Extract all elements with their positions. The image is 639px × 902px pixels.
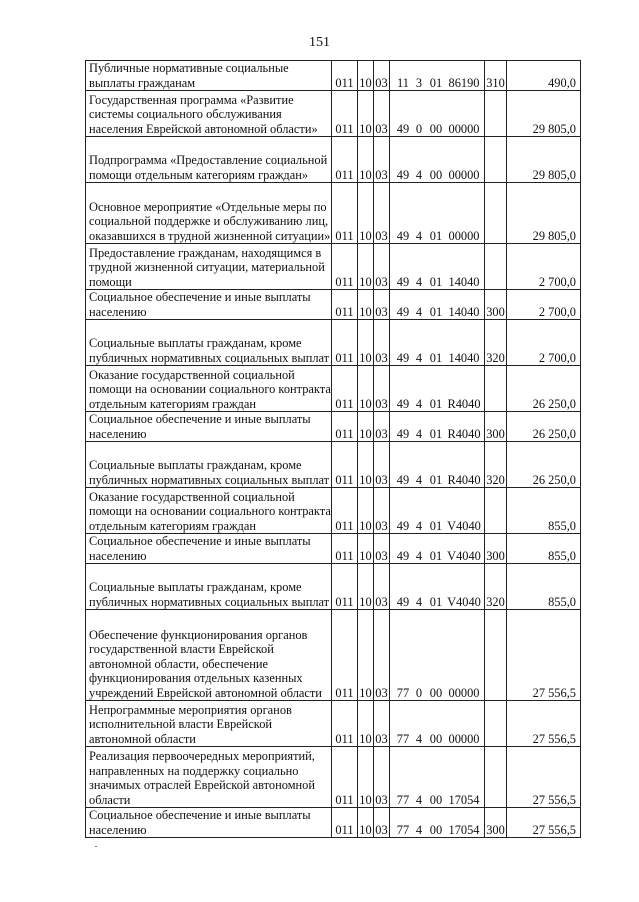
section-code: 10 [358,91,374,137]
amount: 855,0 [507,564,581,610]
subprogram-code: 4 [415,274,423,289]
subsection-code: 03 [374,91,390,137]
activity-code: 01 [429,304,443,319]
program-code: 49 [396,228,410,243]
subsection-code: 03 [374,701,390,747]
table-row [86,91,581,137]
direction-code: 86190 [448,75,480,90]
ministry-code: 011 [332,183,358,244]
subprogram-code: 4 [415,472,423,487]
section-code: 10 [358,442,374,488]
section-code: 10 [358,137,374,183]
subprogram-code: 4 [415,228,423,243]
target-article-code [390,564,485,610]
amount: 26 250,0 [507,442,581,488]
subprogram-code: 4 [415,396,423,411]
row-description: Социальные выплаты гражданам, кроме публичных нормативных социальных выплат [86,320,332,366]
activity-code: 01 [429,75,443,90]
ministry-code: 011 [332,442,358,488]
amount: 26 250,0 [507,366,581,412]
row-description: Государственная программа «Развитие системы социального обслуживания населения Еврейской автономной области» [86,91,332,137]
section-code: 10 [358,534,374,564]
table-row [86,61,581,91]
activity-code: 00 [429,792,443,807]
expense-type-code: 300 [485,534,507,564]
section-code: 10 [358,366,374,412]
expense-type-code: 300 [485,412,507,442]
section-code: 10 [358,61,374,91]
amount: 27 556,5 [507,701,581,747]
expense-type-code [485,137,507,183]
direction-code: 14040 [448,274,480,289]
direction-code: 00000 [448,228,480,243]
row-description: Предоставление гражданам, находящимся в трудной жизненной ситуации, материальной помощи [86,244,332,290]
target-article-code [390,610,485,701]
section-code: 10 [358,701,374,747]
direction-code: V4040 [447,594,481,609]
program-code: 49 [396,548,410,563]
activity-code: 00 [429,822,443,837]
subsection-code: 03 [374,564,390,610]
amount: 855,0 [507,488,581,534]
target-article-code [390,747,485,808]
subprogram-code: 4 [415,594,423,609]
direction-code: 17054 [448,822,480,837]
budget-table [85,60,581,838]
amount: 27 556,5 [507,610,581,701]
activity-code: 01 [429,228,443,243]
section-code: 10 [358,290,374,320]
target-article-code [390,183,485,244]
section-code: 10 [358,488,374,534]
ministry-code: 011 [332,808,358,838]
row-description: Обеспечение функционирования органов государственной власти Еврейской автономной области, обеспечение функционирования отдельных казенных учреждений Еврейской автономной области [86,610,332,701]
table-row [86,488,581,534]
program-code: 49 [396,121,410,136]
table-row [86,320,581,366]
amount: 2 700,0 [507,244,581,290]
ministry-code: 011 [332,412,358,442]
program-code: 49 [396,472,410,487]
table-row [86,137,581,183]
target-article-code [390,808,485,838]
expense-type-code [485,183,507,244]
program-code: 49 [396,304,410,319]
subsection-code: 03 [374,412,390,442]
table-row [86,808,581,838]
program-code: 11 [397,75,409,90]
direction-code: V4040 [447,518,481,533]
section-code: 10 [358,320,374,366]
table-row [86,564,581,610]
subprogram-code: 4 [415,167,423,182]
target-article-code [390,488,485,534]
target-article-code [390,137,485,183]
table-row [86,183,581,244]
amount: 27 556,5 [507,808,581,838]
target-article-code [390,701,485,747]
program-code: 49 [396,594,410,609]
target-article-code [390,442,485,488]
subprogram-code: 4 [415,426,423,441]
program-code: 49 [396,518,410,533]
amount: 29 805,0 [507,91,581,137]
row-description: Социальное обеспечение и иные выплаты населению [86,534,332,564]
subprogram-code: 4 [415,792,423,807]
page-number: 151 [309,35,330,50]
table-row [86,701,581,747]
program-code: 49 [396,426,410,441]
direction-code: 00000 [448,685,480,700]
subsection-code: 03 [374,610,390,701]
section-code: 10 [358,244,374,290]
direction-code: 14040 [448,304,480,319]
target-article-code [390,412,485,442]
row-description: Оказание государственной социальной помощи на основании социального контракта отдельным категориям граждан [86,488,332,534]
expense-type-code: 320 [485,320,507,366]
expense-type-code [485,244,507,290]
ministry-code: 011 [332,61,358,91]
activity-code: 01 [429,518,443,533]
table-row [86,244,581,290]
amount: 26 250,0 [507,412,581,442]
scan-mark [95,846,97,847]
table-row [86,534,581,564]
program-code: 49 [396,274,410,289]
direction-code: 00000 [448,731,480,746]
row-description: Оказание государственной социальной помощи на основании социального контракта отдельным категориям граждан [86,366,332,412]
expense-type-code: 310 [485,61,507,91]
direction-code: R4040 [447,426,481,441]
section-code: 10 [358,564,374,610]
amount: 27 556,5 [507,747,581,808]
row-description: Социальные выплаты гражданам, кроме публичных нормативных социальных выплат [86,564,332,610]
ministry-code: 011 [332,366,358,412]
amount: 2 700,0 [507,290,581,320]
ministry-code: 011 [332,610,358,701]
target-article-code [390,61,485,91]
subsection-code: 03 [374,137,390,183]
subsection-code: 03 [374,183,390,244]
expense-type-code: 300 [485,290,507,320]
ministry-code: 011 [332,701,358,747]
subsection-code: 03 [374,290,390,320]
expense-type-code [485,610,507,701]
section-code: 10 [358,412,374,442]
table-row [86,366,581,412]
activity-code: 01 [429,396,443,411]
expense-type-code: 320 [485,564,507,610]
expense-type-code [485,747,507,808]
direction-code: 17054 [448,792,480,807]
ministry-code: 011 [332,564,358,610]
subprogram-code: 0 [415,121,423,136]
ministry-code: 011 [332,534,358,564]
activity-code: 01 [429,350,443,365]
program-code: 49 [396,396,410,411]
subsection-code: 03 [374,320,390,366]
table-row [86,747,581,808]
row-description: Непрограммные мероприятия органов исполнительной власти Еврейской автономной области [86,701,332,747]
amount: 2 700,0 [507,320,581,366]
subprogram-code: 4 [415,350,423,365]
amount: 29 805,0 [507,137,581,183]
activity-code: 00 [429,731,443,746]
expense-type-code: 300 [485,808,507,838]
ministry-code: 011 [332,244,358,290]
program-code: 77 [396,685,410,700]
ministry-code: 011 [332,488,358,534]
subsection-code: 03 [374,534,390,564]
target-article-code [390,290,485,320]
subprogram-code: 4 [415,548,423,563]
subsection-code: 03 [374,366,390,412]
target-article-code [390,244,485,290]
program-code: 77 [396,792,410,807]
subprogram-code: 4 [415,731,423,746]
expense-type-code [485,701,507,747]
row-description: Социальное обеспечение и иные выплаты населению [86,290,332,320]
expense-type-code [485,91,507,137]
subsection-code: 03 [374,244,390,290]
activity-code: 01 [429,426,443,441]
subsection-code: 03 [374,808,390,838]
ministry-code: 011 [332,747,358,808]
section-code: 10 [358,183,374,244]
program-code: 77 [396,822,410,837]
expense-type-code: 320 [485,442,507,488]
activity-code: 01 [429,472,443,487]
direction-code: 00000 [448,121,480,136]
row-description: Публичные нормативные социальные выплаты гражданам [86,61,332,91]
table-row [86,412,581,442]
subprogram-code: 4 [415,518,423,533]
row-description: Реализация первоочередных мероприятий, направленных на поддержку социально значимых отраслей Еврейской автономной области [86,747,332,808]
activity-code: 00 [429,167,443,182]
program-code: 77 [396,731,410,746]
subprogram-code: 3 [415,75,423,90]
activity-code: 01 [429,274,443,289]
expense-type-code [485,366,507,412]
activity-code: 01 [429,594,443,609]
subsection-code: 03 [374,442,390,488]
target-article-code [390,91,485,137]
direction-code: 00000 [448,167,480,182]
direction-code: R4040 [447,396,481,411]
target-article-code [390,320,485,366]
subsection-code: 03 [374,61,390,91]
expense-type-code [485,488,507,534]
row-description: Социальное обеспечение и иные выплаты населению [86,808,332,838]
subsection-code: 03 [374,747,390,808]
section-code: 10 [358,808,374,838]
subprogram-code: 0 [415,685,423,700]
table-row [86,610,581,701]
amount: 29 805,0 [507,183,581,244]
row-description: Основное мероприятие «Отдельные меры по социальной поддержке и обслуживанию лиц, оказавшихся в трудной жизненной ситуации» [86,183,332,244]
program-code: 49 [396,167,410,182]
subprogram-code: 4 [415,822,423,837]
ministry-code: 011 [332,320,358,366]
ministry-code: 011 [332,91,358,137]
ministry-code: 011 [332,290,358,320]
table-body [86,61,581,838]
direction-code: R4040 [447,472,481,487]
ministry-code: 011 [332,137,358,183]
amount: 855,0 [507,534,581,564]
row-description: Социальные выплаты гражданам, кроме публичных нормативных социальных выплат [86,442,332,488]
activity-code: 00 [429,121,443,136]
section-code: 10 [358,747,374,808]
subprogram-code: 4 [415,304,423,319]
target-article-code [390,534,485,564]
section-code: 10 [358,610,374,701]
direction-code: 14040 [448,350,480,365]
row-description: Социальное обеспечение и иные выплаты населению [86,412,332,442]
table-row [86,442,581,488]
table-row [86,290,581,320]
program-code: 49 [396,350,410,365]
target-article-code [390,366,485,412]
activity-code: 01 [429,548,443,563]
direction-code: V4040 [447,548,481,563]
subsection-code: 03 [374,488,390,534]
amount: 490,0 [507,61,581,91]
row-description: Подпрограмма «Предоставление социальной помощи отдельным категориям граждан» [86,137,332,183]
activity-code: 00 [429,685,443,700]
